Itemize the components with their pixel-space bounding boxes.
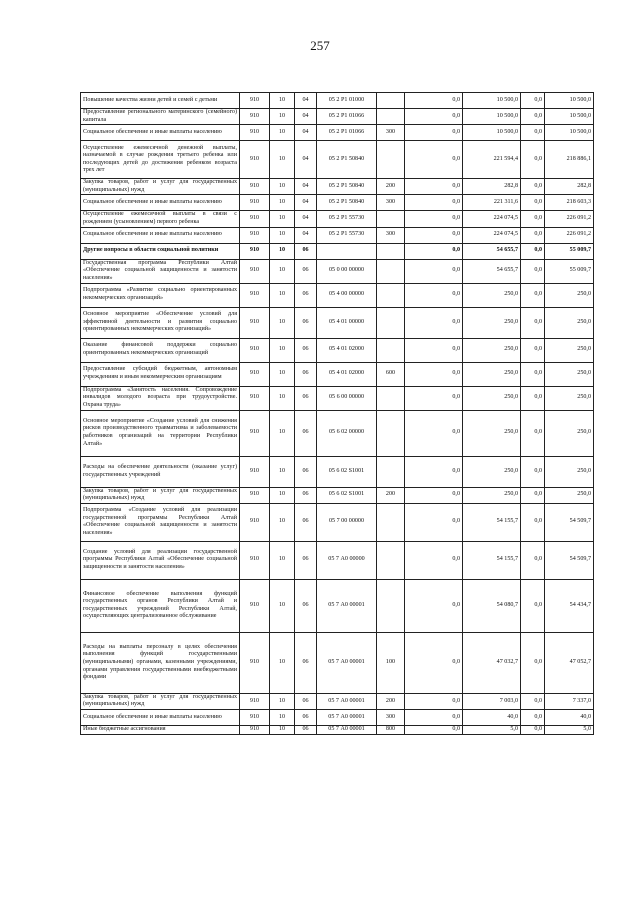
row-value-3: 0,0 [521,338,545,362]
row-value-3: 0,0 [521,386,545,410]
row-section-code: 10 [270,211,295,227]
row-value-1: 0,0 [405,259,463,283]
row-value-4: 55 009,7 [545,259,594,283]
row-value-4: 10 500,0 [545,125,594,141]
table-row [81,195,594,211]
row-name: Социальное обеспечение и иные выплаты населению [81,227,240,243]
row-value-3: 0,0 [521,179,545,195]
row-value-2: 10 500,0 [463,93,521,109]
row-value-2: 5,0 [463,725,521,734]
row-name: Государственная программа Республики Алтай «Обеспечение социальной защищенности и занятости населения» [81,259,240,283]
row-value-1: 0,0 [405,503,463,541]
row-section-code: 10 [270,503,295,541]
row-section-code: 10 [270,632,295,693]
row-target-article: 05 7 00 00000 [317,503,377,541]
table-row [81,709,594,725]
row-value-2: 40,0 [463,709,521,725]
row-name: Другие вопросы в области социальной политики [81,243,240,259]
row-target-article: 05 4 01 02000 [317,338,377,362]
row-section-code: 10 [270,725,295,734]
row-name: Закупка товаров, работ и услуг для государственных (муниципальных) нужд [81,179,240,195]
row-value-3: 0,0 [521,283,545,307]
row-grbs-code: 910 [240,709,270,725]
row-subsection-code: 06 [295,338,317,362]
row-name: Расходы на обеспечение деятельности (оказание услуг) государственных учреждений [81,456,240,487]
row-value-1: 0,0 [405,243,463,259]
row-expense-type: 600 [377,362,405,386]
table-row [81,579,594,632]
row-value-1: 0,0 [405,211,463,227]
row-grbs-code: 910 [240,410,270,456]
row-grbs-code: 910 [240,243,270,259]
row-section-code: 10 [270,259,295,283]
table-row [81,141,594,179]
row-value-3: 0,0 [521,725,545,734]
row-value-2: 54 655,7 [463,243,521,259]
row-target-article: 05 6 02 S1001 [317,456,377,487]
row-section-code: 10 [270,410,295,456]
row-value-4: 47 052,7 [545,632,594,693]
row-target-article: 05 4 01 02000 [317,362,377,386]
row-subsection-code: 04 [295,109,317,125]
row-subsection-code: 06 [295,709,317,725]
row-expense-type [377,541,405,579]
row-section-code: 10 [270,579,295,632]
row-value-2: 250,0 [463,307,521,338]
row-value-4: 54 509,7 [545,541,594,579]
row-value-4: 250,0 [545,307,594,338]
row-expense-type: 300 [377,227,405,243]
row-grbs-code: 910 [240,487,270,503]
row-value-1: 0,0 [405,456,463,487]
row-subsection-code: 06 [295,632,317,693]
row-target-article: 05 6 02 00000 [317,410,377,456]
row-grbs-code: 910 [240,632,270,693]
table-row [81,125,594,141]
row-value-4: 10 500,0 [545,109,594,125]
row-target-article: 05 2 Р1 01000 [317,93,377,109]
table-row [81,456,594,487]
row-value-3: 0,0 [521,709,545,725]
row-expense-type: 800 [377,725,405,734]
table-row [81,93,594,109]
row-value-4: 55 009,7 [545,243,594,259]
row-subsection-code: 06 [295,259,317,283]
budget-table-body [81,93,594,735]
row-subsection-code: 04 [295,93,317,109]
row-grbs-code: 910 [240,211,270,227]
row-subsection-code: 06 [295,693,317,709]
row-subsection-code: 04 [295,195,317,211]
row-value-2: 10 500,0 [463,109,521,125]
row-name: Создание условий для реализации государственной программы Республики Алтай «Обеспечение социальной защищенности и занятости населения» [81,541,240,579]
row-grbs-code: 910 [240,283,270,307]
row-value-1: 0,0 [405,141,463,179]
row-section-code: 10 [270,362,295,386]
row-value-2: 250,0 [463,386,521,410]
row-value-3: 0,0 [521,259,545,283]
row-value-4: 226 091,2 [545,227,594,243]
row-value-1: 0,0 [405,693,463,709]
row-section-code: 10 [270,227,295,243]
row-subsection-code: 06 [295,283,317,307]
row-expense-type [377,259,405,283]
table-row [81,227,594,243]
row-value-2: 250,0 [463,362,521,386]
row-value-3: 0,0 [521,109,545,125]
row-value-1: 0,0 [405,338,463,362]
row-grbs-code: 910 [240,456,270,487]
row-target-article: 05 7 А0 00001 [317,725,377,734]
row-value-4: 250,0 [545,487,594,503]
row-subsection-code: 06 [295,386,317,410]
row-expense-type [377,109,405,125]
row-grbs-code: 910 [240,93,270,109]
row-grbs-code: 910 [240,579,270,632]
row-value-1: 0,0 [405,541,463,579]
row-expense-type: 200 [377,487,405,503]
row-target-article: 05 2 Р1 55730 [317,227,377,243]
row-value-1: 0,0 [405,93,463,109]
row-target-article [317,243,377,259]
row-grbs-code: 910 [240,386,270,410]
row-value-1: 0,0 [405,632,463,693]
row-name: Основное мероприятие «Создание условий для снижения рисков производственного травматизма и заболеваемости работников организаций на территории Республики Алтай» [81,410,240,456]
row-value-1: 0,0 [405,410,463,456]
row-section-code: 10 [270,93,295,109]
row-expense-type: 300 [377,195,405,211]
row-value-4: 250,0 [545,456,594,487]
table-row [81,307,594,338]
row-value-3: 0,0 [521,541,545,579]
row-value-1: 0,0 [405,709,463,725]
row-value-1: 0,0 [405,487,463,503]
row-target-article: 05 7 А0 00001 [317,709,377,725]
row-name: Иные бюджетные ассигнования [81,725,240,734]
row-section-code: 10 [270,125,295,141]
row-value-4: 250,0 [545,283,594,307]
row-value-2: 10 500,0 [463,125,521,141]
row-grbs-code: 910 [240,362,270,386]
row-value-3: 0,0 [521,362,545,386]
row-grbs-code: 910 [240,307,270,338]
row-name: Закупка товаров, работ и услуг для государственных (муниципальных) нужд [81,693,240,709]
row-value-2: 250,0 [463,283,521,307]
row-expense-type [377,283,405,307]
row-name: Осуществление ежемесячной денежной выплаты, назначаемой в случае рождения третьего ребенка или последующих детей до достижения ребенком возраста трех лет [81,141,240,179]
row-expense-type [377,338,405,362]
row-expense-type [377,93,405,109]
row-name: Социальное обеспечение и иные выплаты населению [81,709,240,725]
row-expense-type: 300 [377,709,405,725]
row-grbs-code: 910 [240,195,270,211]
row-name: Осуществление ежемесячной выплаты в связи с рождением (усыновлением) первого ребенка [81,211,240,227]
row-value-2: 54 155,7 [463,503,521,541]
row-section-code: 10 [270,307,295,338]
row-value-1: 0,0 [405,179,463,195]
row-value-2: 250,0 [463,338,521,362]
row-value-4: 218 603,3 [545,195,594,211]
row-subsection-code: 06 [295,307,317,338]
row-target-article: 05 7 А0 00001 [317,632,377,693]
row-value-4: 218 886,1 [545,141,594,179]
row-section-code: 10 [270,141,295,179]
row-section-code: 10 [270,243,295,259]
row-name: Подпрограмма «Создание условий для реализации государственной программы Республики Алтай «Обеспечение социальной защищенности и занятости населения» [81,503,240,541]
row-value-3: 0,0 [521,456,545,487]
row-subsection-code: 06 [295,456,317,487]
row-value-2: 221 311,6 [463,195,521,211]
row-subsection-code: 06 [295,725,317,734]
row-section-code: 10 [270,709,295,725]
table-row [81,386,594,410]
row-subsection-code: 04 [295,211,317,227]
row-grbs-code: 910 [240,125,270,141]
table-row [81,179,594,195]
row-value-1: 0,0 [405,307,463,338]
table-row [81,487,594,503]
row-value-4: 5,0 [545,725,594,734]
row-expense-type [377,386,405,410]
row-subsection-code: 04 [295,125,317,141]
row-section-code: 10 [270,456,295,487]
row-name: Закупка товаров, работ и услуг для государственных (муниципальных) нужд [81,487,240,503]
table-row [81,109,594,125]
row-name: Социальное обеспечение и иные выплаты населению [81,195,240,211]
row-value-2: 54 155,7 [463,541,521,579]
row-value-3: 0,0 [521,579,545,632]
row-value-1: 0,0 [405,109,463,125]
row-expense-type [377,410,405,456]
row-value-4: 250,0 [545,338,594,362]
row-section-code: 10 [270,693,295,709]
table-row [81,410,594,456]
row-expense-type [377,307,405,338]
row-name: Предоставление субсидий бюджетным, автономным учреждениям и иным некоммерческим организациям [81,362,240,386]
table-row [81,541,594,579]
row-expense-type [377,503,405,541]
row-name: Расходы на выплаты персоналу в целях обеспечения выполнения функций государственными (муниципальными) органами, казенными учреждениями, органами управления государственными внебюджетными фондами [81,632,240,693]
row-subsection-code: 06 [295,541,317,579]
row-target-article: 05 7 А0 00001 [317,693,377,709]
row-grbs-code: 910 [240,109,270,125]
row-expense-type [377,456,405,487]
row-target-article: 05 0 00 00000 [317,259,377,283]
row-section-code: 10 [270,195,295,211]
row-value-3: 0,0 [521,93,545,109]
row-target-article: 05 2 Р1 55730 [317,211,377,227]
row-grbs-code: 910 [240,503,270,541]
table-row [81,259,594,283]
row-grbs-code: 910 [240,541,270,579]
row-expense-type [377,579,405,632]
row-value-3: 0,0 [521,195,545,211]
row-subsection-code: 06 [295,243,317,259]
row-section-code: 10 [270,541,295,579]
page-number: 257 [310,38,330,53]
row-grbs-code: 910 [240,338,270,362]
row-value-3: 0,0 [521,141,545,179]
row-expense-type: 200 [377,693,405,709]
row-expense-type [377,141,405,179]
row-value-1: 0,0 [405,227,463,243]
row-value-1: 0,0 [405,125,463,141]
row-grbs-code: 910 [240,179,270,195]
row-value-4: 10 500,0 [545,93,594,109]
row-value-1: 0,0 [405,725,463,734]
row-target-article: 05 6 00 00000 [317,386,377,410]
row-name: Оказание финансовой поддержки социально ориентированных некоммерческих организаций [81,338,240,362]
row-name: Социальное обеспечение и иные выплаты населению [81,125,240,141]
row-section-code: 10 [270,386,295,410]
row-value-2: 250,0 [463,487,521,503]
row-value-4: 54 509,7 [545,503,594,541]
table-row [81,243,594,259]
row-grbs-code: 910 [240,259,270,283]
row-target-article: 05 7 А0 00000 [317,541,377,579]
table-row [81,338,594,362]
row-value-4: 7 337,0 [545,693,594,709]
row-value-1: 0,0 [405,362,463,386]
row-subsection-code: 06 [295,410,317,456]
row-target-article: 05 4 00 00000 [317,283,377,307]
row-name: Предоставление регионального материнского (семейного) капитала [81,109,240,125]
row-subsection-code: 06 [295,503,317,541]
row-value-3: 0,0 [521,632,545,693]
row-value-2: 282,8 [463,179,521,195]
row-value-3: 0,0 [521,243,545,259]
row-grbs-code: 910 [240,725,270,734]
row-grbs-code: 910 [240,227,270,243]
row-value-3: 0,0 [521,125,545,141]
row-subsection-code: 04 [295,141,317,179]
row-target-article: 05 6 02 S1001 [317,487,377,503]
row-value-2: 47 032,7 [463,632,521,693]
row-subsection-code: 06 [295,487,317,503]
table-row [81,725,594,734]
row-value-2: 224 074,5 [463,211,521,227]
row-target-article: 05 2 Р1 01066 [317,125,377,141]
row-value-1: 0,0 [405,283,463,307]
row-value-2: 221 594,4 [463,141,521,179]
row-target-article: 05 2 Р1 01066 [317,109,377,125]
row-expense-type: 100 [377,632,405,693]
row-section-code: 10 [270,338,295,362]
row-expense-type [377,243,405,259]
row-name: Основное мероприятие «Обеспечение условий для эффективной деятельности и развития социально ориентированных некоммерческих организаций» [81,307,240,338]
row-value-3: 0,0 [521,410,545,456]
row-value-2: 250,0 [463,456,521,487]
row-target-article: 05 7 А0 00001 [317,579,377,632]
row-value-3: 0,0 [521,503,545,541]
row-section-code: 10 [270,283,295,307]
row-value-4: 250,0 [545,386,594,410]
row-value-4: 54 434,7 [545,579,594,632]
table-row [81,632,594,693]
row-expense-type: 300 [377,125,405,141]
row-subsection-code: 04 [295,227,317,243]
row-value-2: 54 655,7 [463,259,521,283]
row-expense-type: 200 [377,179,405,195]
table-row [81,283,594,307]
row-subsection-code: 04 [295,179,317,195]
row-target-article: 05 2 Р1 50840 [317,179,377,195]
row-value-4: 250,0 [545,362,594,386]
row-value-3: 0,0 [521,307,545,338]
row-target-article: 05 2 Р1 50840 [317,141,377,179]
budget-table [80,92,594,735]
table-row [81,211,594,227]
row-grbs-code: 910 [240,141,270,179]
row-value-4: 40,0 [545,709,594,725]
table-row [81,362,594,386]
row-value-3: 0,0 [521,211,545,227]
row-target-article: 05 2 Р1 50840 [317,195,377,211]
row-value-2: 54 080,7 [463,579,521,632]
row-value-4: 282,8 [545,179,594,195]
row-value-2: 250,0 [463,410,521,456]
row-value-3: 0,0 [521,693,545,709]
row-section-code: 10 [270,487,295,503]
row-value-3: 0,0 [521,227,545,243]
row-expense-type [377,211,405,227]
row-subsection-code: 06 [295,362,317,386]
table-row [81,503,594,541]
row-value-4: 250,0 [545,410,594,456]
row-grbs-code: 910 [240,693,270,709]
row-value-2: 224 074,5 [463,227,521,243]
row-value-3: 0,0 [521,487,545,503]
row-value-4: 226 091,2 [545,211,594,227]
row-value-1: 0,0 [405,579,463,632]
row-section-code: 10 [270,109,295,125]
row-value-2: 7 003,0 [463,693,521,709]
row-value-1: 0,0 [405,386,463,410]
table-row [81,693,594,709]
row-name: Подпрограмма «Занятость населения. Сопровождение инвалидов молодого возраста при трудоустройстве. Охрана труда» [81,386,240,410]
row-name: Повышение качества жизни детей и семей с детьми [81,93,240,109]
row-section-code: 10 [270,179,295,195]
row-value-1: 0,0 [405,195,463,211]
row-subsection-code: 06 [295,579,317,632]
row-name: Финансовое обеспечение выполнения функций государственных органов Республики Алтай и государственных учреждений Республики Алтай, осуществляющих централизованное обслуживание [81,579,240,632]
row-name: Подпрограмма «Развитие социально ориентированных некоммерческих организаций» [81,283,240,307]
row-target-article: 05 4 01 00000 [317,307,377,338]
